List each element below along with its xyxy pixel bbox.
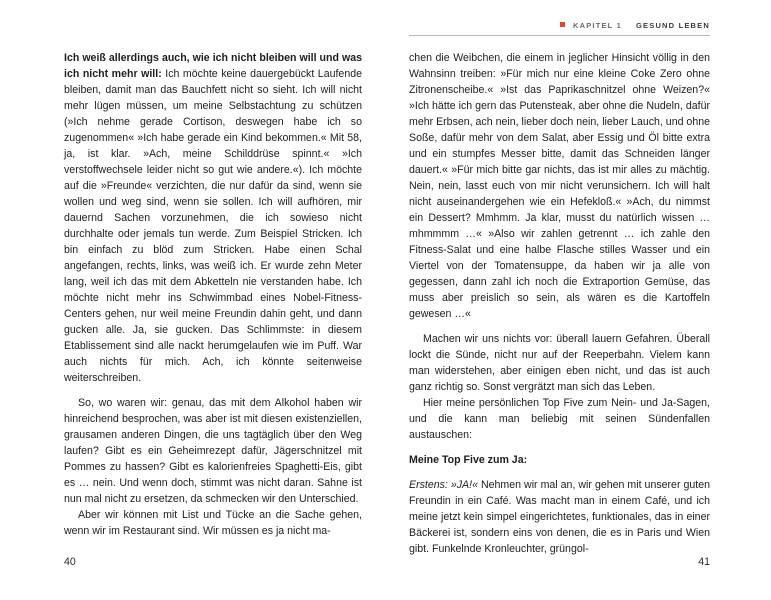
chapter-accent-square-icon <box>560 22 565 27</box>
page-left <box>64 0 362 600</box>
paragraph-temptations: Machen wir uns nichts vor: überall lauern Gefahren. Überall lockt die Sünde, nicht nur auf der Reeperbahn. Vielem kann man widerstehen, aber einigen eben nicht, und das ist auch ganz richtig so. Sonst vergrätzt man sich das Leben. <box>409 333 710 393</box>
paragraph-lead-bold: Ich weiß allerdings auch, wie ich nicht bleiben will und was ich nicht mehr will: <box>64 52 362 80</box>
paragraph-top-five-intro: Hier meine persönlichen Top Five zum Nein- und Ja-Sagen, und die kann man beliebig mit seinen Sündenfallen austauschen: <box>409 397 710 441</box>
page-right-text <box>409 50 710 557</box>
paragraph-erstens <box>409 477 710 557</box>
paragraph-body: Nehmen wir mal an, wir gehen mit unserer guten Freundin in ein Café. Was macht man in einem Café, und ich meine jetzt kein simpel eingerichtetes, funktionales, das in einer Bäckerei ist, sondern eins von denen, die es in Paris und Wien gibt. Funkelnde Kronleuchter, grüngol- <box>409 479 711 555</box>
page-left-text <box>64 50 362 539</box>
paragraph-lead-italic: Erstens: »JA!« <box>409 479 478 491</box>
chapter-label: KAPITEL 1 <box>572 21 622 30</box>
paragraph-body: Ich möchte keine dauergebückt Laufende bleiben, damit man das Bauchfett nicht so sieht. Ich will nicht mehr lügen müssen, um meine Selbstachtung zu schützen (»Ich nehme gerade Cortison, deswegen habe ich so zugenommen« »Ich habe gerade ein Kind bekommen.« Mit 58, ja, ist klar. »Ach, meine Schilddrüse spinnt.« »Ich verstoffwechsele leider nicht so gut wie andere.«). Ich möchte auf die »Freunde« verzichten, die nur dafür da sind, wenn sie wollen und weg sind, wenn sie sollen. Ich will aufhören, mir dauernd Sachen vorzunehmen, die ich sowieso nicht durchhalte oder jemals tun werde. Zum Beispiel Stricken. Ich bin einfach zu blöd zum Stricken. Habe einen Schal angefangen, rechts, links, was weiß ich. Er wurde zehn Meter lang, weil ich das mit dem Abketteln nie verstanden habe. Ich möchte nicht mehr ins Schwimmbad eines Nobel-Fitness-Centers gehen, nur weil meine Freundin dahin geht, und dann gucken alle. Ja, sie gucken. Das Schlimmste: in diesem Etablissement sind alle nackt herumgelaufen wie im Puff. War auch nichts für mich. Ach, ich könnte seitenweise weiterschreiben. <box>64 68 362 384</box>
section-heading-top-five: Meine Top Five zum Ja: <box>409 454 528 466</box>
chapter-title: GESUND LEBEN <box>636 21 710 30</box>
paragraph-restaurant: Aber wir können mit List und Tücke an die Sache gehen, wenn wir im Restaurant sind. Wir müssen es ja nicht ma- <box>64 509 362 537</box>
paragraph-restaurant-continued: chen die Weibchen, die einem in jeglicher Hinsicht völlig in den Wahnsinn treiben: »Für mich nur eine kleine Coke Zero ohne Zitronenscheibe.« »Ist das Paprikaschnitzel ohne Weizen?« »Ich hätte ich gern das Putensteak, aber ohne die Nudeln, dafür mehr Erbsen, ach nein, lieber doch nein, lieber Lauch, und ohne Soße, dafür mehr von dem Salat, aber Essig und Öl bitte extra und ein stumpfes Messer bitte, damit das Schneiden länger dauert.« »Für mich bitte gar nichts, das ist mir alles zu mächtig. Nein, nein, lasst euch von mir nicht verunsichern. Ich will halt nicht auseinandergehen wie ein Hefekloß.« »Ach, du nimmst ein Dessert? Mmhmm. Ja klar, musst du natürlich wissen … mhmmmm …« »Also wir zahlen getrennt … ich zahle den Fitness-Salat und eine halbe Flasche stilles Wasser und ein Viertel von der Tomatensuppe, da haben wir ja alle von gegessen, dann zahl ich noch die Extraportion Gemüse, das muss aber preislich so sein, als wären es die Kartoffeln gewesen …« <box>409 52 710 320</box>
page-number-left: 40 <box>64 556 76 568</box>
chapter-header <box>409 21 710 30</box>
page-number-right: 41 <box>698 556 710 568</box>
header-rule <box>409 35 710 36</box>
page-right <box>409 0 710 600</box>
paragraph-intent <box>64 50 362 386</box>
paragraph-alcohol: So, wo waren wir: genau, das mit dem Alkohol haben wir hinreichend besprochen, was aber ist mit diesen existenziellen, grausamen anderen Dingen, die uns tagtäglich über den Weg laufen? Gibt es ein Geheimrezept dafür, Jägerschnitzel mit Pommes zu hassen? Gibt es kalorienfreies Spaghetti-Eis, gibt es … nein. Und wenn doch, stimmt was nicht daran. Sahne ist nun mal nicht zu ersetzen, da schmecken wir den Unterschied. <box>64 397 362 505</box>
